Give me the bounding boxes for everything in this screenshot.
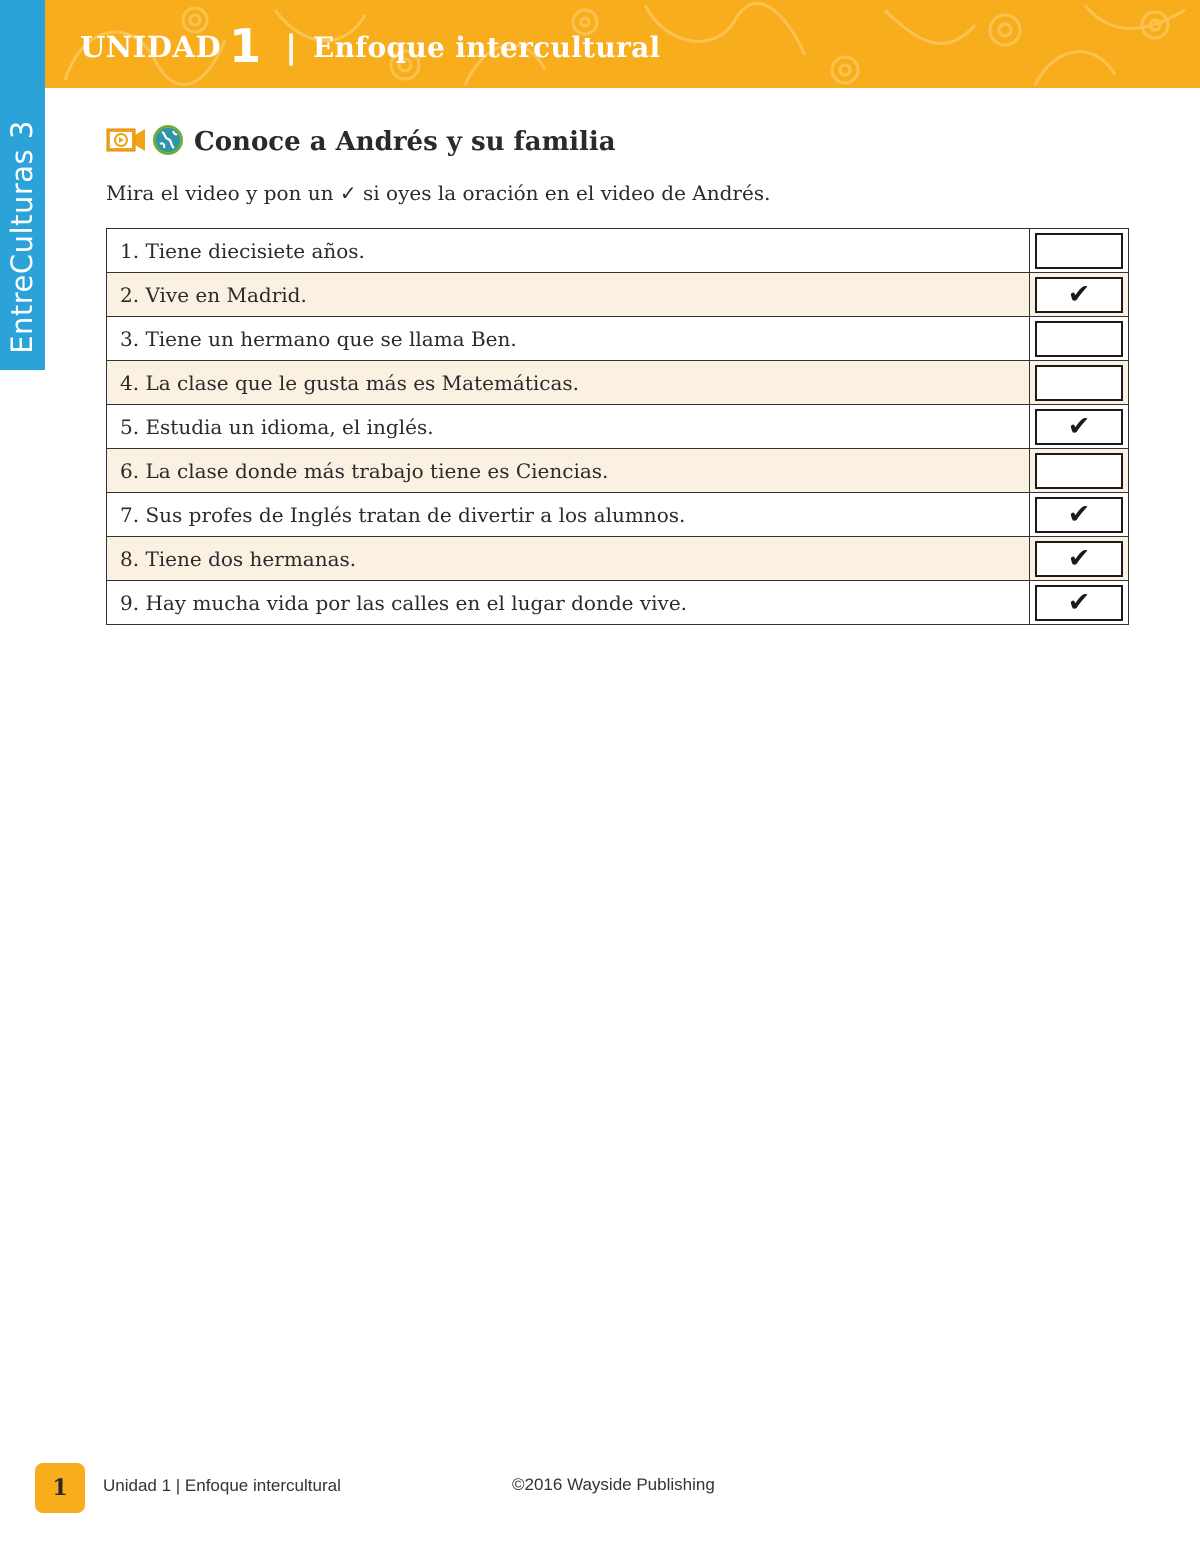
statement-text: 8. Tiene dos hermanas. bbox=[107, 537, 1030, 581]
check-cell bbox=[1030, 537, 1129, 581]
table-row bbox=[107, 405, 1129, 449]
check-cell bbox=[1030, 317, 1129, 361]
unit-label: UNIDAD bbox=[80, 30, 222, 64]
checkbox[interactable] bbox=[1035, 365, 1123, 401]
check-cell bbox=[1030, 273, 1129, 317]
section-title: Enfoque intercultural bbox=[312, 30, 661, 64]
table-row bbox=[107, 273, 1129, 317]
checkbox[interactable]: ✔ bbox=[1035, 497, 1123, 533]
side-tab bbox=[0, 0, 45, 370]
footer-unit-label: Unidad 1 | Enfoque intercultural bbox=[103, 1476, 341, 1495]
statement-text: 3. Tiene un hermano que se llama Ben. bbox=[107, 317, 1030, 361]
statement-text: 1. Tiene diecisiete años. bbox=[107, 229, 1030, 273]
statement-text: 4. La clase que le gusta más es Matemáticas. bbox=[107, 361, 1030, 405]
statements-table bbox=[106, 228, 1129, 625]
statement-text: 5. Estudia un idioma, el inglés. bbox=[107, 405, 1030, 449]
check-cell bbox=[1030, 361, 1129, 405]
check-cell bbox=[1030, 229, 1129, 273]
checkbox[interactable] bbox=[1035, 453, 1123, 489]
statement-text: 6. La clase donde más trabajo tiene es Ciencias. bbox=[107, 449, 1030, 493]
footer-copyright: ©2016 Wayside Publishing bbox=[512, 1475, 715, 1494]
activity-title: Conoce a Andrés y su familia bbox=[194, 127, 616, 157]
table-row bbox=[107, 581, 1129, 625]
statement-text: 2. Vive en Madrid. bbox=[107, 273, 1030, 317]
checkbox[interactable]: ✔ bbox=[1035, 409, 1123, 445]
checkbox[interactable] bbox=[1035, 233, 1123, 269]
checkbox[interactable]: ✔ bbox=[1035, 277, 1123, 313]
unit-number: 1 bbox=[229, 19, 262, 73]
check-cell bbox=[1030, 449, 1129, 493]
page-number: 1 bbox=[35, 1463, 85, 1513]
activity-heading bbox=[106, 122, 616, 162]
series-title: EntreCulturas 3 bbox=[5, 120, 39, 354]
checkbox[interactable]: ✔ bbox=[1035, 541, 1123, 577]
table-row bbox=[107, 449, 1129, 493]
check-cell bbox=[1030, 581, 1129, 625]
table-row bbox=[107, 537, 1129, 581]
unit-heading bbox=[80, 19, 661, 73]
statement-text: 7. Sus profes de Inglés tratan de divertir a los alumnos. bbox=[107, 493, 1030, 537]
statement-text: 9. Hay mucha vida por las calles en el lugar donde vive. bbox=[107, 581, 1030, 625]
check-cell bbox=[1030, 493, 1129, 537]
globe-icon bbox=[152, 124, 184, 160]
header-banner bbox=[45, 0, 1200, 88]
table-row bbox=[107, 361, 1129, 405]
table-row bbox=[107, 493, 1129, 537]
check-cell bbox=[1030, 405, 1129, 449]
checkbox[interactable]: ✔ bbox=[1035, 585, 1123, 621]
activity-instructions: Mira el video y pon un ✓ si oyes la oración en el video de Andrés. bbox=[106, 181, 771, 205]
heading-separator: | bbox=[285, 28, 297, 66]
table-row bbox=[107, 317, 1129, 361]
table-row bbox=[107, 229, 1129, 273]
video-icon bbox=[106, 126, 146, 158]
checkbox[interactable] bbox=[1035, 321, 1123, 357]
